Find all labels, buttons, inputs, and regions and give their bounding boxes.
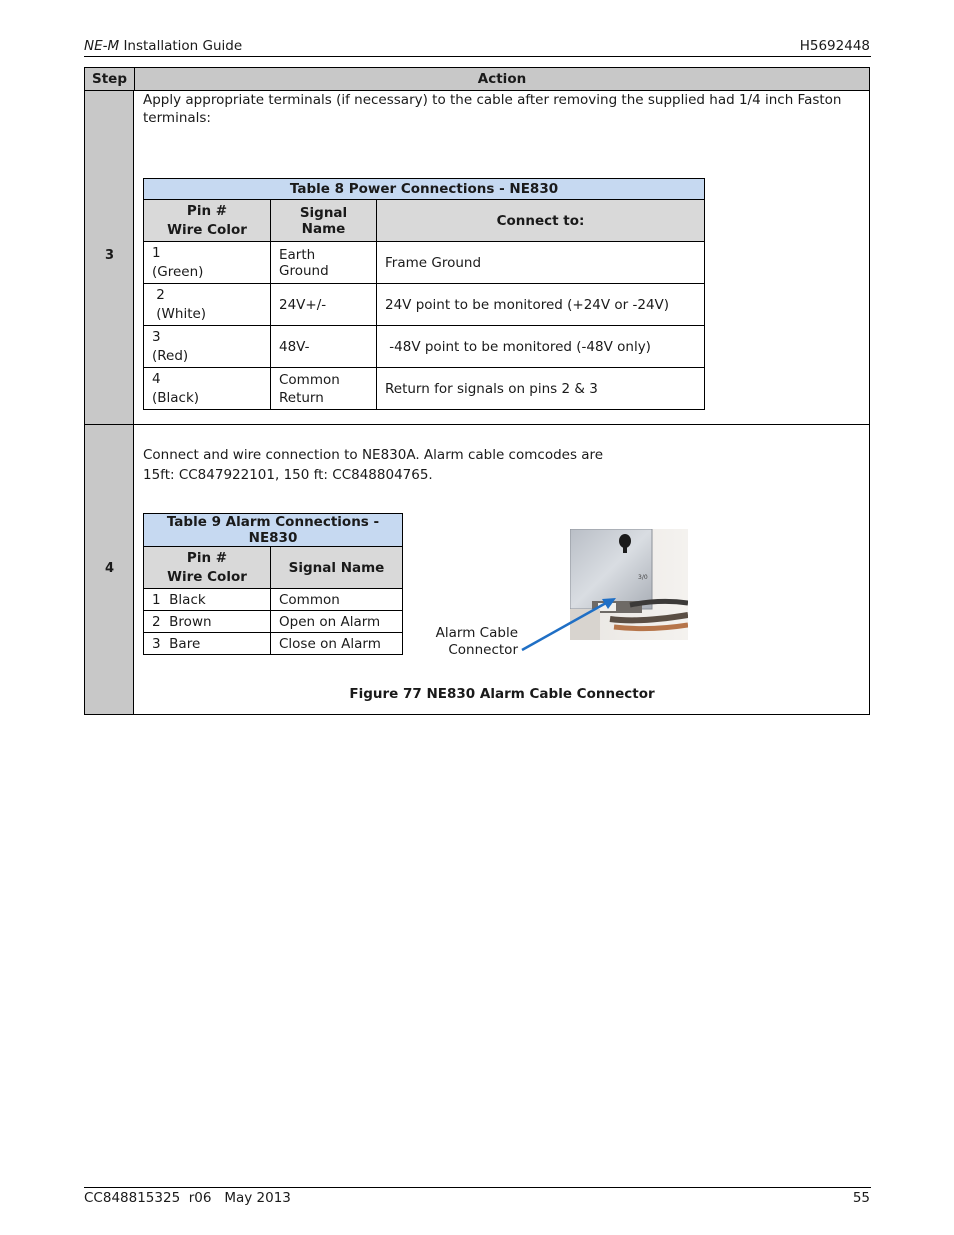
document-id: CC848815325 r06 May 2013 (84, 1190, 291, 1206)
table-row (144, 242, 705, 284)
step4-instruction-line2: 15ft: CC847922101, 150 ft: CC848804765. (143, 467, 433, 483)
step3-instruction-line1: Apply appropriate terminals (if necessary) to the cable after removing the supplied had 1/4 inch Faston (143, 92, 842, 108)
signal-name: Open on Alarm (271, 611, 403, 633)
power-col-signal: Signal Name (271, 200, 377, 242)
document-number: H5692448 (799, 38, 870, 54)
table-row (144, 633, 403, 655)
pin-number: 1 (152, 244, 161, 261)
row-divider (85, 424, 869, 425)
pin-wire-color: 1 Black (144, 589, 271, 611)
step-cell-4 (85, 425, 134, 714)
alarm-col-signal: Signal Name (271, 547, 403, 589)
step-cell-3 (85, 91, 134, 424)
power-pin-cell (144, 284, 271, 326)
table-row (144, 611, 403, 633)
svg-text:3/0: 3/0 (638, 574, 648, 581)
step3-instruction-line2: terminals: (143, 110, 211, 126)
power-pin-cell (144, 326, 271, 368)
step-number-4: 4 (104, 561, 115, 576)
step-column-header: Step (85, 68, 135, 90)
power-connections-table (143, 178, 705, 410)
table-row (144, 589, 403, 611)
pin-number: 4 (152, 370, 161, 387)
alarm-col-pin-line1: Pin # (186, 549, 228, 566)
guide-title-text: Installation Guide (119, 38, 243, 54)
step-number-3: 3 (104, 248, 115, 263)
table-header-row (85, 68, 869, 91)
header-divider (84, 56, 871, 57)
footer-divider (84, 1187, 871, 1188)
page-number: 55 (852, 1190, 870, 1206)
pin-number: 2 (152, 286, 165, 303)
page-header (84, 36, 870, 56)
signal-name-line1: Common (279, 371, 340, 388)
power-col-pin (144, 200, 271, 242)
connect-to: Frame Ground (377, 242, 705, 284)
signal-name-line2: Return (279, 389, 324, 406)
wire-color: (Black) (152, 389, 200, 406)
power-col-pin-line1: Pin # (186, 202, 228, 219)
pin-wire-color: 2 Brown (144, 611, 271, 633)
power-col-connect: Connect to: (377, 200, 705, 242)
signal-name: Close on Alarm (271, 633, 403, 655)
wire-color: (Green) (152, 263, 204, 280)
callout-arrow-icon (518, 595, 618, 655)
callout-line2: Connector (448, 642, 518, 658)
guide-title (84, 38, 242, 54)
figure-caption: Figure 77 NE830 Alarm Cable Connector (349, 686, 655, 702)
signal-name: Earth Ground (271, 242, 377, 284)
wire-color: (White) (152, 305, 207, 322)
connect-to: Return for signals on pins 2 & 3 (377, 368, 705, 410)
connect-to: 24V point to be monitored (+24V or -24V) (377, 284, 705, 326)
connect-to: -48V point to be monitored (-48V only) (377, 326, 705, 368)
table-row (144, 284, 705, 326)
signal-name (271, 368, 377, 410)
signal-name: Common (271, 589, 403, 611)
table-row (144, 368, 705, 410)
alarm-connections-table (143, 513, 403, 655)
alarm-col-pin-line2: Wire Color (167, 568, 247, 585)
power-pin-cell (144, 242, 271, 284)
signal-name: 24V+/- (271, 284, 377, 326)
alarm-table-title: Table 9 Alarm Connections - NE830 (144, 514, 403, 547)
alarm-cable-callout (418, 625, 518, 659)
callout-line1: Alarm Cable (435, 625, 518, 641)
wire-color: (Red) (152, 347, 189, 364)
pin-number: 3 (152, 328, 161, 345)
power-pin-cell (144, 368, 271, 410)
action-column-header: Action (477, 71, 527, 87)
step4-instruction (143, 445, 743, 485)
step4-instruction-line1: Connect and wire connection to NE830A. Alarm cable comcodes are (143, 447, 604, 463)
alarm-col-pin (144, 547, 271, 589)
signal-name: 48V- (271, 326, 377, 368)
table-row (144, 326, 705, 368)
step3-instruction (143, 91, 863, 127)
product-name: NE-M (84, 38, 120, 54)
power-table-title: Table 8 Power Connections - NE830 (144, 179, 705, 200)
pin-wire-color: 3 Bare (144, 633, 271, 655)
power-col-pin-line2: Wire Color (167, 221, 247, 238)
